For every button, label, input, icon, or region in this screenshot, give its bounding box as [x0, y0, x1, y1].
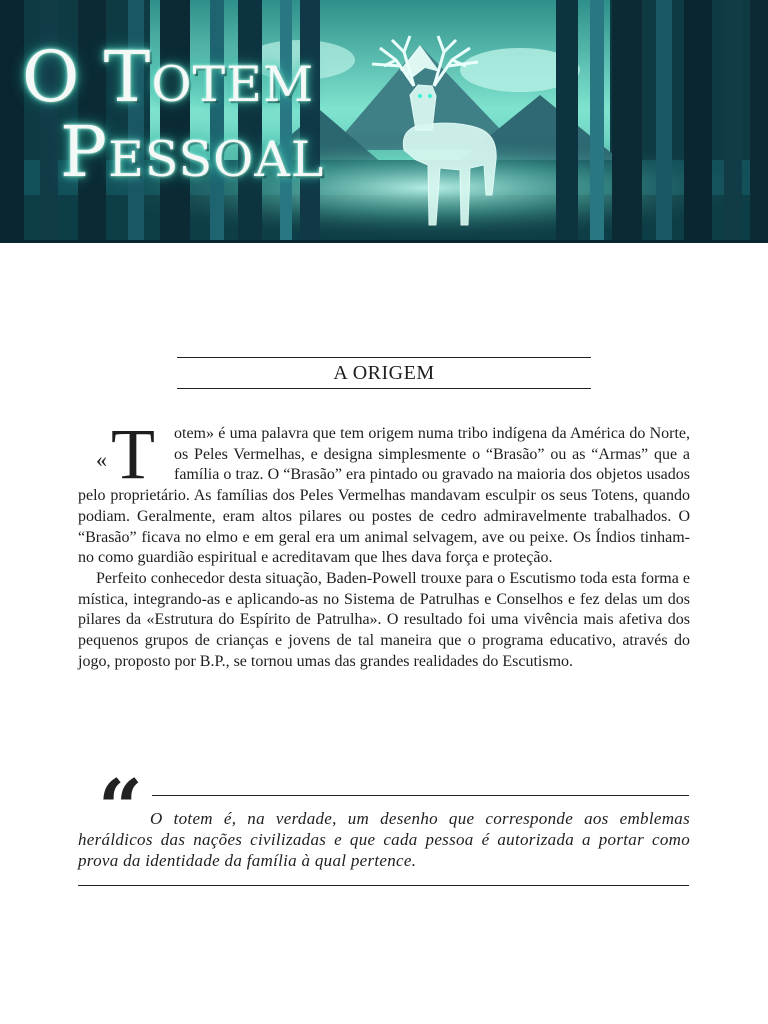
article-body [78, 414, 690, 672]
paragraph-2: Perfeito conhecedor desta situação, Baden-Powell trouxe para o Escutismo toda esta forma e mística, integrando-as e aplicando-as no Sistema de Patrulhas e Conselhos e fez delas um dos pilares da «Estrutura do Espírito de Patrulha». O resultado foi uma vivência mais afetiva dos pequenos grupos de crianças e jovens de tal maneira que o programa educativo, através do jogo, proposto por B.P., se tornou umas das grandes realidades do Escutismo. [78, 569, 690, 670]
drop-cap [78, 414, 170, 494]
banner-title-line2: Pessoal [60, 111, 325, 193]
paragraph-1: otem» é uma palavra que tem origem numa tribo indígena da América do Norte, os Peles Vermelhas, e designa simplesmente o “Brasão” ou as “Armas” que a família o traz. O “Brasão” era pintado ou gravado na maioria dos objetos usados pelo proprietário. As famílias dos Peles Vermelhas mandavam esculpir os seus Totens, quando podiam. Geralmente, eram altos pilares ou postes de cedro admiravelmente trabalhados. O “Brasão” ficava no elmo e em geral era um animal selvagem, ave ou peixe. Os Índios tinham-no como guardião espiritual e acreditavam que lhes dava força e proteção. [78, 425, 690, 567]
quote-rule-bottom [78, 885, 689, 886]
header-banner [0, 0, 768, 243]
banner-title-line1: O Totem [22, 36, 315, 118]
drop-cap-quote: « [96, 447, 107, 472]
quote-mark-icon: “ [98, 763, 143, 854]
quote-rule-top [152, 795, 689, 796]
pull-quote: O totem é, na verdade, um desenho que corresponde aos emblemas heráldicos das nações civilizadas e que cada pessoa é autorizada a portar como prova da identidade da família à qual pertence. [78, 809, 690, 870]
section-heading: A ORIGEM [177, 357, 591, 389]
banner-title [0, 0, 420, 243]
drop-cap-letter: T [111, 414, 155, 494]
